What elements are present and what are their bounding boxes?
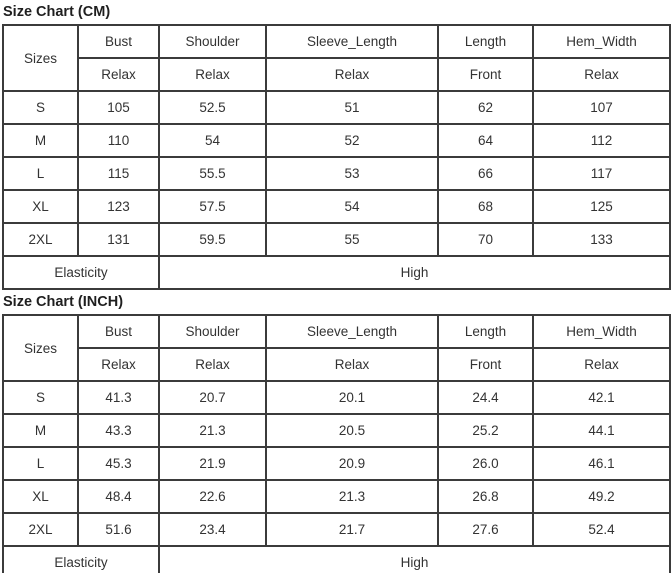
value-cell-hem-width: 42.1 <box>533 381 670 414</box>
value-cell-bust: 131 <box>78 223 159 256</box>
value-cell-shoulder: 23.4 <box>159 513 266 546</box>
size-label-cell: L <box>3 157 78 190</box>
size-label-cell: XL <box>3 480 78 513</box>
value-cell-bust: 123 <box>78 190 159 223</box>
elasticity-row <box>3 546 670 573</box>
value-cell-sleeve-length: 20.9 <box>266 447 438 480</box>
value-cell-shoulder: 20.7 <box>159 381 266 414</box>
size-label-cell: 2XL <box>3 223 78 256</box>
size-label-cell: M <box>3 124 78 157</box>
header-row-measurements <box>3 315 670 348</box>
subheader-cell-hem-width: Relax <box>533 348 670 381</box>
value-cell-shoulder: 21.9 <box>159 447 266 480</box>
value-cell-length: 70 <box>438 223 533 256</box>
value-cell-sleeve-length: 20.1 <box>266 381 438 414</box>
subheader-cell-shoulder: Relax <box>159 348 266 381</box>
header-cell-sleeve-length: Sleeve_Length <box>266 315 438 348</box>
value-cell-hem-width: 125 <box>533 190 670 223</box>
table-row-size-xl <box>3 190 670 223</box>
header-row-measurements <box>3 25 670 58</box>
value-cell-bust: 48.4 <box>78 480 159 513</box>
size-chart-inch-title: Size Chart (INCH) <box>3 294 124 310</box>
value-cell-hem-width: 52.4 <box>533 513 670 546</box>
value-cell-shoulder: 59.5 <box>159 223 266 256</box>
value-cell-hem-width: 112 <box>533 124 670 157</box>
header-cell-shoulder: Shoulder <box>159 25 266 58</box>
value-cell-sleeve-length: 21.7 <box>266 513 438 546</box>
value-cell-hem-width: 133 <box>533 223 670 256</box>
value-cell-length: 27.6 <box>438 513 533 546</box>
subheader-cell-sleeve-length: Relax <box>266 348 438 381</box>
size-chart-cm-table <box>2 24 671 290</box>
value-cell-sleeve-length: 20.5 <box>266 414 438 447</box>
size-label-cell: L <box>3 447 78 480</box>
subheader-cell-sleeve-length: Relax <box>266 58 438 91</box>
value-cell-hem-width: 107 <box>533 91 670 124</box>
header-cell-length: Length <box>438 315 533 348</box>
value-cell-hem-width: 117 <box>533 157 670 190</box>
value-cell-length: 68 <box>438 190 533 223</box>
table-row-size-m <box>3 414 670 447</box>
table-row-size-2xl <box>3 513 670 546</box>
table-row-size-xl <box>3 480 670 513</box>
table-row-size-l <box>3 447 670 480</box>
value-cell-hem-width: 46.1 <box>533 447 670 480</box>
value-cell-length: 26.0 <box>438 447 533 480</box>
subheader-cell-bust: Relax <box>78 348 159 381</box>
subheader-cell-shoulder: Relax <box>159 58 266 91</box>
subheader-cell-length: Front <box>438 348 533 381</box>
value-cell-hem-width: 49.2 <box>533 480 670 513</box>
value-cell-shoulder: 57.5 <box>159 190 266 223</box>
value-cell-bust: 41.3 <box>78 381 159 414</box>
size-label-cell: XL <box>3 190 78 223</box>
elasticity-label-cell: Elasticity <box>3 256 159 289</box>
value-cell-length: 64 <box>438 124 533 157</box>
value-cell-sleeve-length: 54 <box>266 190 438 223</box>
header-row-fit-type <box>3 58 670 91</box>
size-label-cell: S <box>3 91 78 124</box>
header-cell-hem-width: Hem_Width <box>533 315 670 348</box>
value-cell-shoulder: 22.6 <box>159 480 266 513</box>
value-cell-length: 62 <box>438 91 533 124</box>
table-row-size-l <box>3 157 670 190</box>
size-label-cell: 2XL <box>3 513 78 546</box>
value-cell-length: 66 <box>438 157 533 190</box>
header-cell-sizes: Sizes <box>3 315 78 381</box>
value-cell-shoulder: 21.3 <box>159 414 266 447</box>
value-cell-sleeve-length: 21.3 <box>266 480 438 513</box>
header-row-fit-type <box>3 348 670 381</box>
size-label-cell: S <box>3 381 78 414</box>
value-cell-sleeve-length: 55 <box>266 223 438 256</box>
table-row-size-s <box>3 381 670 414</box>
value-cell-shoulder: 52.5 <box>159 91 266 124</box>
header-cell-bust: Bust <box>78 25 159 58</box>
header-cell-sizes: Sizes <box>3 25 78 91</box>
table-row-size-2xl <box>3 223 670 256</box>
value-cell-bust: 51.6 <box>78 513 159 546</box>
size-chart-cm-title: Size Chart (CM) <box>3 4 111 20</box>
header-cell-shoulder: Shoulder <box>159 315 266 348</box>
value-cell-bust: 45.3 <box>78 447 159 480</box>
table-row-size-s <box>3 91 670 124</box>
elasticity-row <box>3 256 670 289</box>
value-cell-bust: 43.3 <box>78 414 159 447</box>
value-cell-shoulder: 55.5 <box>159 157 266 190</box>
size-chart-inch-table <box>2 314 671 573</box>
elasticity-label-cell: Elasticity <box>3 546 159 573</box>
value-cell-sleeve-length: 52 <box>266 124 438 157</box>
subheader-cell-length: Front <box>438 58 533 91</box>
value-cell-bust: 115 <box>78 157 159 190</box>
elasticity-value-cell: High <box>159 256 670 289</box>
value-cell-sleeve-length: 53 <box>266 157 438 190</box>
header-cell-hem-width: Hem_Width <box>533 25 670 58</box>
subheader-cell-hem-width: Relax <box>533 58 670 91</box>
value-cell-hem-width: 44.1 <box>533 414 670 447</box>
value-cell-length: 24.4 <box>438 381 533 414</box>
header-cell-bust: Bust <box>78 315 159 348</box>
value-cell-bust: 105 <box>78 91 159 124</box>
header-cell-length: Length <box>438 25 533 58</box>
value-cell-bust: 110 <box>78 124 159 157</box>
value-cell-shoulder: 54 <box>159 124 266 157</box>
subheader-cell-bust: Relax <box>78 58 159 91</box>
value-cell-sleeve-length: 51 <box>266 91 438 124</box>
size-label-cell: M <box>3 414 78 447</box>
value-cell-length: 25.2 <box>438 414 533 447</box>
elasticity-value-cell: High <box>159 546 670 573</box>
value-cell-length: 26.8 <box>438 480 533 513</box>
table-row-size-m <box>3 124 670 157</box>
header-cell-sleeve-length: Sleeve_Length <box>266 25 438 58</box>
